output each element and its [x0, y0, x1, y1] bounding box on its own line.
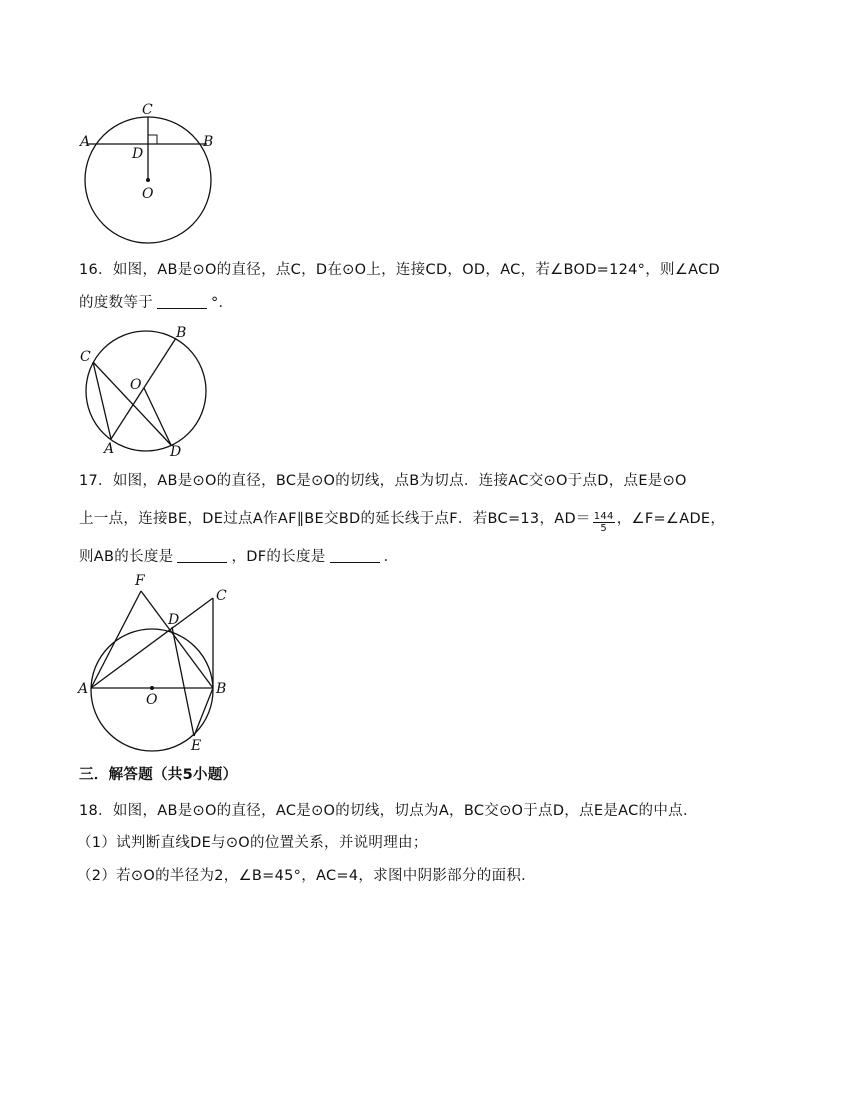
segment-ac — [91, 598, 213, 688]
q17-df-answer-blank — [330, 548, 380, 563]
fraction-ad-value — [593, 511, 615, 534]
fraction-numerator: 144 — [593, 511, 614, 522]
q17-text-before-fraction: 上一点，连接BE，DE过点A作AF∥BE交BD的延长线于点F．若BC=13，AD＝ — [79, 511, 591, 527]
q17-text-after-fraction: ，∠F=∠ADE， — [616, 511, 726, 527]
center-point — [150, 686, 154, 690]
label-o: O — [142, 186, 154, 202]
q17-ab-answer-blank — [177, 548, 227, 563]
figure-15-circle — [78, 100, 228, 250]
q18-part-2: （2）若⊙O的半径为2，∠B=45°，AC=4，求图中阴影部分的面积． — [77, 868, 536, 884]
label-d: D — [132, 146, 144, 162]
q18-part-1: （1）试判断直线DE与⊙O的位置关系，并说明理由； — [77, 835, 428, 851]
figure-17-circle — [76, 572, 246, 762]
label-a: A — [104, 441, 115, 457]
label-a: A — [80, 134, 91, 150]
q16-answer-blank — [157, 294, 207, 309]
label-e: E — [191, 738, 202, 754]
label-o: O — [146, 692, 158, 708]
label-o: O — [130, 377, 142, 393]
fraction-denominator: 5 — [600, 523, 608, 534]
label-d: D — [168, 612, 180, 628]
q17-line-3 — [79, 547, 398, 567]
label-b: B — [216, 681, 227, 697]
label-c: C — [216, 588, 227, 604]
diameter-ab — [111, 338, 176, 439]
label-c: C — [142, 102, 153, 118]
segment-ac — [93, 362, 111, 439]
q16-line-1: 16．如图，AB是⊙O的直径，点C，D在⊙O上，连接CD，OD，AC，若∠BOD=124°，则∠ACD — [79, 262, 720, 278]
figure-16-circle — [78, 325, 218, 465]
q17-text-ab: 则AB的长度是 — [79, 549, 174, 565]
section-3-title: 三．解答题（共5小题） — [79, 767, 238, 783]
q16-line-2 — [79, 293, 233, 313]
q17-line-1: 17．如图，AB是⊙O的直径，BC是⊙O的切线，点B为切点．连接AC交⊙O于点D，点E是⊙O — [79, 473, 687, 489]
q17-line-2 — [79, 509, 725, 534]
label-d: D — [170, 444, 182, 460]
q18-line-1: 18．如图，AB是⊙O的直径，AC是⊙O的切线，切点为A，BC交⊙O于点D，点E是AC的中点． — [79, 803, 698, 819]
label-b: B — [176, 325, 187, 341]
center-point — [146, 178, 150, 182]
segment-af — [91, 591, 141, 688]
right-angle-mark — [148, 135, 157, 144]
segment-od — [144, 388, 171, 445]
segment-be — [194, 688, 213, 736]
q17-text-df: ，DF的长度是 — [231, 549, 326, 565]
label-f: F — [135, 573, 145, 589]
q16-text-after-blank: °． — [211, 295, 234, 311]
q16-text-before-blank: 的度数等于 — [79, 295, 153, 311]
q17-text-end: ． — [383, 549, 399, 565]
label-a: A — [78, 681, 89, 697]
label-c: C — [80, 349, 91, 365]
label-b: B — [203, 134, 214, 150]
segment-cd — [93, 362, 171, 445]
